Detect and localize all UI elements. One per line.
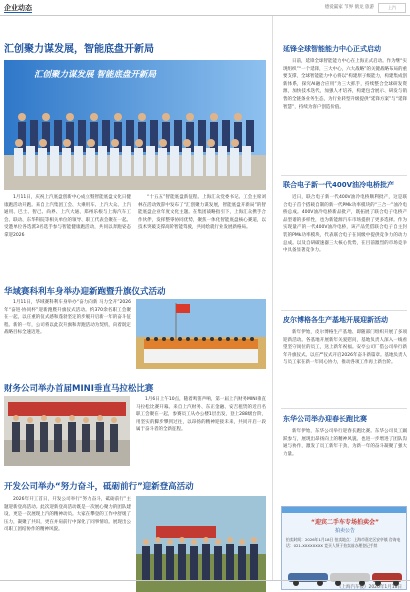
article-1-paragraph-1: 1月11日，庆祝上汽底盘创新中心成立暨智能底盘文化日健康跑活动开跑。来自上汽集团工会、大乘用车、上汽大众、上汽通用、巴士、智己、尚界、上汽大通、郑州乐根与上海汽车工会、联动、东华科院等相关单位的领导、职工代表会聚在一起。受邀单位各选派3名选手参与智能健康跑活动，共同以奔跑姿态拿迎2026 — [4, 195, 131, 238]
article-2-photo — [136, 299, 266, 369]
right-article-2-paragraph: 近日，联合电子新一代400V油冷电桥顺利批产，这是联合电子首个搭载自制的新一代PMk功率模块的“三合一”油冷电桥总成。400V油冷电桥新品批产，既拓展了联合电子电桥产品型谱的多样性，也为新能源汽车市场提供了更多选择。作为实现量产的一代400V油冷电桥，该产品凭借联合电子自主封装的PMk功率模块，代表联合电子在同级中提供竞争力的动力总成。以及自研碳速器三大核心优势，在目前激烈的市场竞争中具备显著竞争力。 — [283, 195, 407, 254]
article-3-text — [136, 396, 266, 434]
article-2-paragraph: 1月11日，华域赛科利车身举办“奋力向新 马力全开”2026年“奋进·协同杯”迎新跑暨升旗仪式活动。约370余名职工会聚在一起，以庄重的仪式感和蓬勃坚定的步履开启新一年的奋斗征程。新的一年，公司将以此次升旗和奔跑活动为契机，向着既定战略目标全速迈进。 — [4, 300, 131, 336]
article-2-title: 华域赛科利车身举办迎新跑暨升旗仪式活动 — [4, 287, 166, 297]
left-column — [0, 16, 268, 580]
article-1-text-col1 — [4, 194, 131, 240]
article-4-text — [4, 496, 131, 534]
ad-subtitle: 拍卖公告 — [334, 528, 355, 534]
right-article-2-title: 联合电子新一代400V油冷电桥批产 — [283, 181, 395, 189]
ad-top-bar — [282, 507, 406, 513]
right-column — [272, 16, 410, 580]
header-nav: 德爱赢家 节界 鹤龙 旅游 — [324, 5, 374, 10]
ad-lines: 拍卖时间：2026年1月18日 拍卖地点：上海市嘉定区安亭镇 咨询电话：021-XXXXXXXX 竞买人须于拍卖前办理登记手续 — [286, 537, 401, 548]
banner-title: 汇创聚力谋发展 智能底盘开新局 — [34, 70, 156, 80]
right-article-1-paragraph: 日前，延锋全球智能能力中心在上海正式启动。作为继“实现组织”“一个延锋，三大中心，六大战略”的关键战略布局的重要支撑，全球智能能力中心将以“构建原子级能力，构建集成创新体系，探究AI融合应用”为三大抓手，持续整合全球研发资源，加快技术迭代，加强人才培养，构建包含展示、研发与销售的全链条业务生态，为行业转型升级提供“延锋方案”与“延锋智慧”，持续为客户创造价值。 — [283, 59, 407, 110]
right-article-1-text — [283, 58, 407, 111]
publication-logo: 上汽 — [378, 3, 406, 13]
article-1-paragraph-2: “十五五”智能底盘新征程。上海汇众党委书记、工会主席刘林在活动致辞中发布了“汇创聚力谋发展，智能底盘开新局”的智能底盘企业年度文化主题。在集团战略指引下，上海汇众携手合作伙伴，发挥整零协同优势，聚焦一体化智能底盘核心赛道，以技术突破支撑高阶智能驾驶，共同绘就行业发展新格局。 — [138, 195, 266, 231]
right-article-4-text — [283, 428, 407, 458]
article-1-text-col2 — [138, 194, 266, 232]
footer-text: 《上海汽车报》2026年1月18日 — [336, 585, 402, 590]
section-label: 企业动态 — [4, 4, 32, 12]
right-article-3-title: 皮尔博格各生产基地开展迎新活动 — [283, 316, 388, 324]
right-article-1-title: 延锋全球智能能力中心正式启动 — [283, 45, 381, 53]
divider — [281, 310, 407, 311]
article-3-paragraph: 1月6日上午10点，随着鸣笛声响，第一届上汽财务MINI垂直马拉松比赛开幕。来自上汽财务、东正金融、安吉租赁的近百名职工会聚在一起，参赛员工从办公楼1层出发，登上288级台阶，用坚实的脚步攀到过往，以昂扬的精神迎接未来，共同开启一段属于奋斗者的全新征程。 — [136, 397, 266, 433]
ad-title: “迎宾二手车专场拍卖会” — [311, 519, 379, 526]
flag-ceremony-image — [136, 299, 266, 369]
stair-race-image — [4, 396, 130, 466]
article-3-photo — [4, 396, 130, 466]
hiking-group-image — [136, 496, 266, 592]
right-article-3-paragraph: 新年伊始，皮尔博格生产基地、即随部门组织开展了多项迎新活动。各基地开展新年关爱慰问，基地负责人深入一线看望坚守岗位的员工，送上新年祝福。安亭公司厂借公司举行新年升旗仪式。以庄严仪式开启2026年奋斗新篇章。基地负责人与员工家在新一年同心协力，推动各项工作再上新台阶。 — [283, 330, 407, 366]
right-article-4-paragraph: 新年伊始，东华公司举行迎春长跑比赛。东华公司员工踊跃参与，展现出昂扬向上的精神风貌。也进一步增进了团队沟通与协作，激发了员工新年干劲，为新一年的奋斗凝聚了强大力量。 — [283, 429, 407, 457]
divider — [281, 175, 407, 176]
article-1-title: 汇创聚力谋发展，智能底盘开新局 — [4, 44, 154, 55]
page-footer — [0, 580, 410, 592]
article-4-paragraph: 2026年开工首日，开发公司举行“努力奋斗，砥砺前行”主题迎新登高活动。此次迎新登高活动既是一次展心聚力的团队建设，更是一次展现上汽的精神动员。大家在攀登的工作中舒缓了压力，凝聚了共识，更在并肩前行中深化了同事情谊。展现出公司职工团结协作的精神风貌。 — [4, 497, 131, 533]
article-4-photo — [136, 496, 266, 592]
right-article-4-title: 东华公司举办迎春长跑比赛 — [283, 415, 367, 423]
article-3-title: 财务公司举办首届MINI垂直马拉松比赛 — [4, 384, 154, 394]
article-2-text — [4, 299, 131, 337]
article-4-title: 开发公司举办“努力奋斗，砥砺前行”迎新登高活动 — [4, 482, 194, 492]
divider — [281, 408, 407, 409]
right-article-3-text — [283, 329, 407, 367]
page-header — [0, 0, 410, 16]
auction-ad — [281, 506, 407, 590]
article-1-photo — [4, 60, 266, 190]
right-article-2-text — [283, 194, 407, 255]
